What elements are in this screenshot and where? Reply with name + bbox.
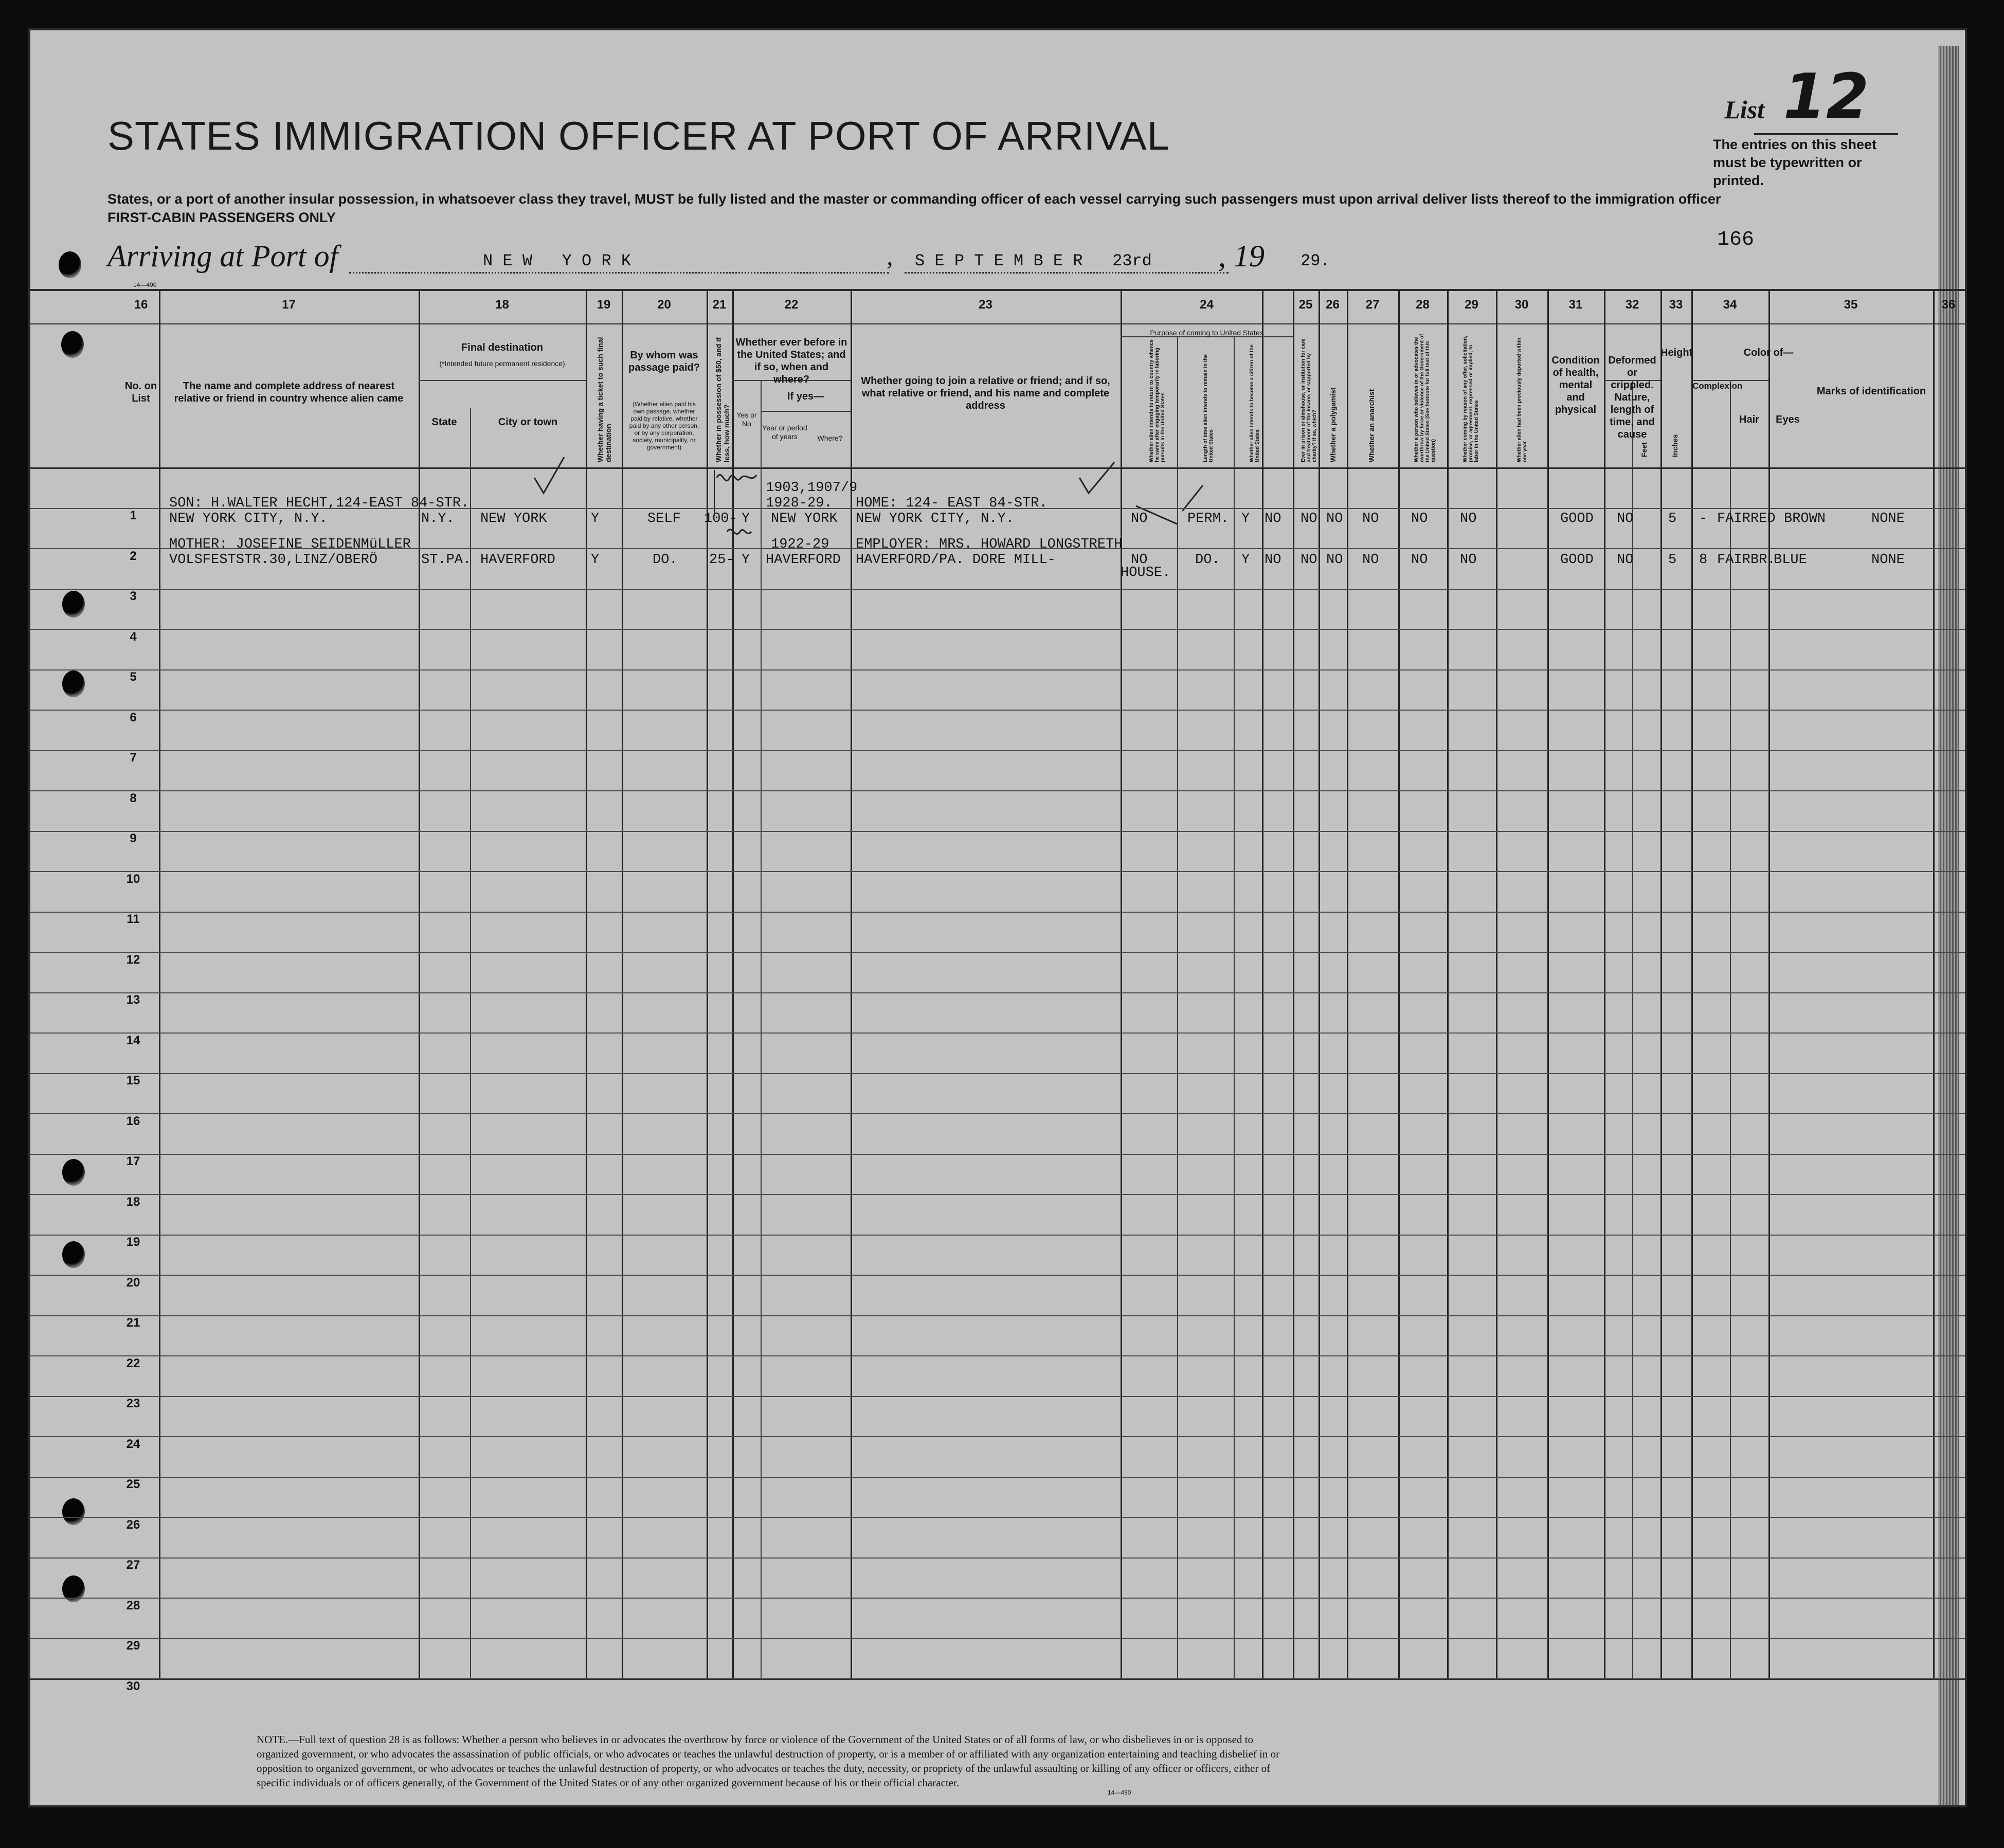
arriving-label: Arriving at Port of	[107, 239, 338, 273]
row-number: 23	[126, 1397, 140, 1410]
head-year: Year or period of years	[762, 424, 807, 441]
entry2-hair: BR.	[1750, 552, 1776, 568]
entry2-inches: 8	[1699, 552, 1708, 568]
entry1-citizen: Y	[1241, 511, 1250, 527]
colnum-22: 22	[784, 298, 799, 312]
colnum-36: 36	[1941, 298, 1956, 312]
colnum-26: 26	[1326, 298, 1340, 312]
entry1-city: NEW YORK	[480, 511, 547, 527]
row-line	[30, 1355, 1965, 1356]
handwritten-marks	[30, 30, 1967, 647]
entry1-prison: NO	[1265, 511, 1281, 527]
punch-hole-icon	[62, 1159, 85, 1186]
row-number: 4	[130, 629, 137, 644]
row-line	[30, 1477, 1965, 1478]
entry2-prison: NO	[1265, 552, 1281, 568]
entry2-join-line3: HOUSE.	[1121, 565, 1171, 581]
colnum-16: 16	[134, 298, 148, 312]
row-number: 21	[126, 1316, 140, 1330]
row-number: 2	[130, 549, 137, 563]
entry2-join-line2: HAVERFORD/PA. DORE MILL-	[856, 552, 1056, 568]
comma-1: ,	[887, 242, 893, 270]
entry2-marks: NONE	[1871, 552, 1905, 568]
row-line	[30, 629, 1965, 630]
entry1-marks: NONE	[1871, 511, 1905, 527]
row-number: 26	[126, 1517, 140, 1532]
head-no-on-list: No. on List	[124, 381, 157, 404]
head-health: Condition of health, mental and physical	[1551, 355, 1600, 415]
entry2-deformed: NO	[1617, 552, 1634, 568]
row-number: 9	[130, 831, 137, 845]
head-paid-by-note: (Whether alien paid his own passage, whether paid by relative, whether paid by any other person, or by any corporation, society, municipality, or government)	[629, 401, 699, 451]
head-deported: Whether alien had been previously deported within one year	[1516, 337, 1528, 462]
row-number: 16	[126, 1114, 140, 1128]
entry2-overthrow: NO	[1362, 552, 1379, 568]
punch-hole-icon	[62, 1241, 85, 1268]
punch-hole-icon	[61, 331, 84, 358]
row-number: 13	[126, 993, 140, 1007]
check-mark-icon	[1079, 462, 1114, 493]
subtitle-line-2: FIRST-CABIN PASSENGERS ONLY	[107, 210, 336, 225]
row-line	[30, 1517, 1965, 1518]
head-polygamist: Whether a polygamist	[1329, 387, 1337, 462]
year-prefix: , 19	[1218, 239, 1265, 273]
row-number: 7	[130, 751, 137, 765]
head-final-destination: Final destination	[461, 342, 543, 353]
entry2-labor: NO	[1411, 552, 1428, 568]
entry1-deformed: NO	[1617, 511, 1634, 527]
form-code-top: 14—490	[133, 281, 157, 288]
colnum-17: 17	[282, 298, 296, 312]
entry1-state: N.Y.	[421, 511, 455, 527]
head-join-relative: Whether going to join a relative or friend; and if so, what relative or friend, and his name and complete address	[861, 375, 1110, 411]
entry1-complexion: FAIR	[1717, 511, 1750, 527]
head-final-destination-note: (*Intended future permanent residence)	[439, 359, 565, 368]
scribble-icon	[727, 530, 751, 534]
row-number: 28	[126, 1598, 140, 1613]
head-money: Whether in possession of $50, and if less, how much?	[714, 337, 731, 462]
row-line	[30, 1557, 1965, 1559]
entry2-eyes: BLUE	[1774, 552, 1807, 568]
row-line	[30, 1598, 1965, 1599]
row-line	[30, 1275, 1965, 1276]
punch-hole-icon	[62, 591, 85, 618]
row-line	[30, 1235, 1965, 1236]
colnum-33: 33	[1669, 298, 1683, 312]
colnum-18: 18	[495, 298, 509, 312]
entry1-before-years-1: 1903,1907/9	[766, 480, 858, 496]
entry1-return: NO	[1131, 511, 1148, 527]
entry2-before-yes: Y	[742, 552, 750, 568]
entry2-deported: NO	[1460, 552, 1477, 568]
entry2-length: DO.	[1195, 552, 1220, 568]
colnum-34: 34	[1723, 298, 1737, 312]
colnum-32: 32	[1625, 298, 1639, 312]
entry1-health: GOOD	[1560, 511, 1594, 527]
colnum-30: 30	[1514, 298, 1529, 312]
row-number: 29	[126, 1639, 140, 1653]
row-line	[30, 1032, 1965, 1034]
row-line	[30, 1154, 1965, 1155]
row-number: 10	[126, 872, 140, 886]
row-line	[30, 831, 1965, 832]
head-labor: Whether coming by reason of any offer, solicitation, promise, or agreement, expressed or implied, to labor in the United States	[1463, 335, 1479, 462]
entry1-hair: RED	[1750, 511, 1776, 527]
row-number: 6	[130, 710, 137, 724]
entry1-before-yes: Y	[742, 511, 750, 527]
head-ticket: Whether having a ticket to such final destination	[596, 337, 612, 462]
row-number: 14	[126, 1033, 140, 1047]
colnum-23: 23	[979, 298, 992, 312]
head-citizen: Whether alien intends to become a citizen of the United States	[1249, 345, 1260, 462]
head-before-us: Whether ever before in the United States; and if so, when and where?	[735, 337, 847, 385]
entry2-city: HAVERFORD	[480, 552, 555, 568]
row-line	[30, 871, 1965, 872]
entry2-relative-line2: VOLSFESTSTR.30,LINZ/OBERÖ	[169, 552, 378, 568]
entry2-paid-by: DO.	[653, 552, 678, 568]
entry1-eyes: BROWN	[1784, 511, 1826, 527]
head-relative: The name and complete address of nearest relative or friend in country whence alien came	[174, 381, 404, 404]
subtitle-line-1: States, or a port of another insular possession, in whatsoever class they travel, MUST be fully listed and the master or commanding officer of each vessel carrying such passengers must upon arrival deliver lists thereof to the immigration officer	[107, 191, 1721, 207]
entry2-feet: 5	[1668, 552, 1677, 568]
head-color-of: Color of—	[1743, 347, 1794, 358]
scribble-icon	[717, 475, 756, 481]
colnum-27: 27	[1365, 298, 1380, 312]
row-number: 3	[130, 589, 137, 603]
list-number: 12	[1754, 61, 1898, 135]
head-where: Where?	[817, 434, 843, 442]
manifest-sheet	[28, 28, 1967, 1807]
head-city: City or town	[498, 416, 558, 428]
row-line	[30, 790, 1965, 791]
row-line	[30, 1113, 1965, 1114]
row-number: 15	[126, 1074, 140, 1088]
entry2-health: GOOD	[1560, 552, 1594, 568]
head-marks: Marks of identification	[1816, 386, 1926, 397]
row-line	[30, 1073, 1965, 1074]
head-paid-by: By whom was passage paid?	[628, 350, 700, 373]
colnum-24: 24	[1200, 298, 1214, 312]
row-number: 11	[127, 912, 140, 926]
head-eyes: Eyes	[1776, 414, 1800, 425]
row-number: 18	[126, 1194, 140, 1209]
row-number: 20	[126, 1275, 140, 1290]
check-mark-icon	[534, 457, 564, 493]
entry1-money: 100-	[704, 511, 737, 527]
row-line	[30, 912, 1965, 913]
entry1-deported: NO	[1460, 511, 1477, 527]
head-height: Height	[1660, 347, 1693, 358]
row-line	[30, 952, 1965, 953]
list-label: List	[1724, 95, 1764, 124]
entry2-join-line1: EMPLOYER: MRS. HOWARD LONGSTRETH	[856, 537, 1123, 552]
entry1-relative-line1: SON: H.WALTER HECHT,124-EAST 84-STR.	[169, 496, 470, 511]
entry1-length: PERM.	[1187, 511, 1230, 527]
entry1-paid-by: SELF	[647, 511, 681, 527]
head-hair: Hair	[1739, 414, 1759, 425]
entry2-return: NO	[1131, 552, 1148, 568]
head-inches: Inches	[1671, 434, 1679, 457]
entry1-labor: NO	[1411, 511, 1428, 527]
entry2-state: ST.PA.	[421, 552, 472, 568]
year-value: 29.	[1301, 251, 1330, 270]
row-line	[30, 669, 1965, 671]
entry1-join-line1: HOME: 124- EAST 84-STR.	[856, 496, 1048, 511]
entry2-polygamist: NO	[1301, 552, 1317, 568]
row-line	[30, 750, 1965, 751]
entry2-before-where: HAVERFORD	[766, 552, 841, 568]
row-line	[30, 992, 1965, 993]
date-value: S E P T E M B E R 23rd	[915, 251, 1152, 270]
head-yes-no: Yes or No	[736, 411, 757, 428]
row-line	[30, 1315, 1965, 1316]
colnum-25: 25	[1298, 298, 1313, 312]
entry1-feet: 5	[1668, 511, 1677, 527]
row-line	[30, 1678, 1965, 1679]
row-number: 5	[130, 670, 137, 684]
head-purpose: Purpose of coming to United States	[1150, 329, 1263, 337]
entry2-money: 25-	[709, 552, 734, 568]
row-number: 24	[126, 1437, 140, 1451]
row-line	[30, 1396, 1965, 1397]
colnum-19: 19	[597, 298, 611, 312]
entry1-relative-line2: NEW YORK CITY, N.Y.	[169, 511, 328, 527]
row-number: 12	[126, 952, 140, 967]
port-value: N E W Y O R K	[483, 251, 631, 270]
head-if-yes: If yes—	[787, 391, 824, 402]
row-line	[30, 1194, 1965, 1195]
row-number: 1	[130, 509, 137, 522]
head-return: Whether alien intends to return to country whence he came after engaging temporarily in laboring pursuits in the United States	[1149, 339, 1166, 462]
head-feet: Feet	[1640, 442, 1648, 457]
row-number: 25	[126, 1477, 140, 1491]
row-line	[30, 710, 1965, 711]
entry2-ticket: Y	[591, 552, 600, 568]
entry2-relative-line1: MOTHER: JOSEFINE SEIDENMüLLER	[169, 537, 411, 552]
list-note: The entries on this sheet must be typewritten or printed.	[1713, 137, 1877, 188]
colnum-28: 28	[1416, 298, 1430, 312]
head-prison: Ever in prison or almshouse, or institution for care and treatment of the insane, or supported by charity? If so, which?	[1301, 338, 1317, 462]
row-line	[30, 1436, 1965, 1437]
entry2-citizen: Y	[1241, 552, 1250, 568]
row-line	[30, 508, 1965, 509]
row-number: 27	[126, 1558, 140, 1572]
punch-hole-icon	[62, 1498, 85, 1525]
entry1-anarchist: NO	[1326, 511, 1343, 527]
check-mark-icon	[1182, 485, 1203, 511]
page-title: STATES IMMIGRATION OFFICER AT PORT OF ARRIVAL	[107, 113, 1170, 158]
entry2-anarchist: NO	[1326, 552, 1343, 568]
entry1-before-where: NEW YORK	[771, 511, 838, 527]
row-number: 30	[126, 1679, 140, 1693]
row-line	[30, 589, 1965, 590]
head-deformed: Deformed or crippled. Nature, length of time, and cause	[1608, 355, 1656, 440]
footnote: NOTE.—Full text of question 28 is as follows: Whether a person who believes in or advocates the overthrow by force or violence of the Government of the United States or of all forms of law, or who disbelieves in or is opposed to organized government, or who advocates the assassination of public officials, or who advocates or teaches the unlawful destruction of property, or is a member of or affiliated with any organization entertaining and teaching disbelief in or opposition to organized government, or who advocates or teaches the unlawful destruction of property, or who advocates or teaches the duty, necessity, or propriety of the unlawful assaulting or killing of any officer or officers, either of specific individuals or of officers generally, of the Government of the United States or of any other organized government because of his or their official character.	[257, 1733, 1280, 1789]
row-number: 17	[126, 1154, 140, 1168]
row-line	[30, 548, 1965, 549]
head-state: State	[431, 416, 457, 428]
colnum-20: 20	[657, 298, 671, 312]
entry1-ticket: Y	[591, 511, 600, 527]
head-anarchist: Whether an anarchist	[1367, 389, 1376, 462]
entry1-inches: -	[1699, 511, 1708, 527]
colnum-29: 29	[1465, 298, 1478, 312]
head-length: Length of time alien intends to remain in the United States	[1203, 354, 1214, 462]
entry1-join-line2: NEW YORK CITY, N.Y.	[856, 511, 1014, 527]
head-overthrow: Whether a person who believes in or advocates the overthrow by force or violence of the Government of the United States (See footnote for full text of this question)	[1414, 334, 1436, 462]
form-code-bottom: 14—490	[1108, 1789, 1131, 1796]
entry1-overthrow: NO	[1362, 511, 1379, 527]
colnum-35: 35	[1844, 298, 1858, 312]
entry1-polygamist: NO	[1301, 511, 1317, 527]
entry2-before-years-1: 1922-29	[771, 537, 829, 552]
punch-hole-icon	[59, 251, 81, 278]
entry1-before-years-2: 1928-29.	[766, 496, 833, 511]
page-number: 166	[1717, 228, 1754, 251]
colnum-31: 31	[1568, 298, 1583, 312]
row-line	[30, 1638, 1965, 1639]
head-complexion: Complexion	[1692, 381, 1743, 391]
punch-hole-icon	[62, 671, 85, 697]
row-number: 19	[126, 1235, 140, 1249]
row-number: 8	[130, 791, 137, 805]
entry2-complexion: FAIR	[1717, 552, 1750, 568]
colnum-21: 21	[712, 298, 727, 312]
row-number: 22	[126, 1356, 140, 1370]
